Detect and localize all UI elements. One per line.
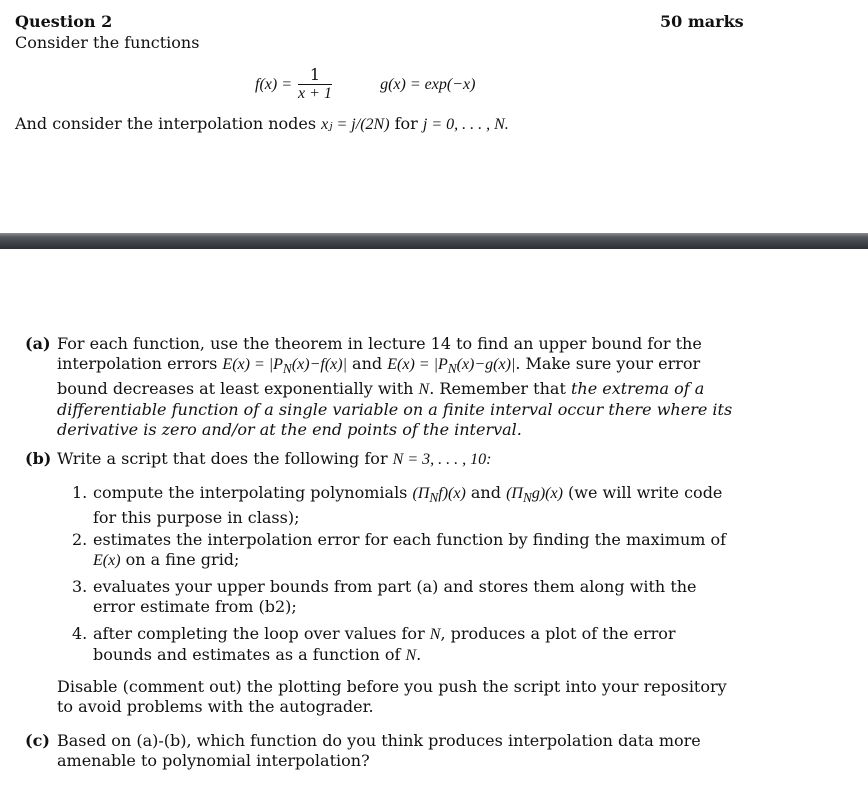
part-a-text-3: . Make sure your error bound decreases at least exponentially with bbox=[57, 354, 701, 399]
step-4-math-2: N bbox=[405, 647, 417, 664]
function-definitions bbox=[255, 66, 475, 103]
g-definition: g(x) = exp(−x) bbox=[380, 76, 476, 93]
nodes-for: for bbox=[389, 114, 423, 133]
f-denominator: x + 1 bbox=[298, 85, 332, 102]
part-c-text: Based on (a)-(b), which function do you think produces interpolation data more amenable to polynomial interpolation? bbox=[57, 731, 701, 770]
f-numerator: 1 bbox=[298, 66, 332, 85]
step-list-4 bbox=[72, 624, 736, 666]
part-a-math-3: N bbox=[418, 381, 430, 399]
part-a bbox=[25, 334, 737, 440]
nodes-formula: xⱼ = j/(2N) bbox=[321, 116, 390, 133]
part-c bbox=[25, 731, 737, 771]
part-a-sub-1: N bbox=[282, 361, 292, 377]
part-b-text: Write a script that does the following for bbox=[57, 449, 393, 468]
step-number: 1. bbox=[72, 483, 88, 502]
part-a-math-1b: (x)−f(x)| bbox=[291, 356, 347, 373]
part-a-text-1: For each function, use the theorem in lecture 14 to find an upper bound for the interpolation errors bbox=[57, 334, 702, 373]
f-fraction bbox=[298, 66, 332, 103]
part-a-label: (a) bbox=[25, 334, 51, 353]
step-4-math-1: N bbox=[429, 626, 441, 643]
part-a-italic: the extrema of a differentiable function of a single variable on a finite interval occur there where its derivative is zero and/or at the end points of the interval. bbox=[57, 379, 733, 440]
step-1 bbox=[72, 483, 736, 528]
f-definition-lhs: f(x) = bbox=[255, 76, 296, 93]
step-3-text-1: evaluates your upper bounds from part (a) and stores them along with the error estimate from (b2); bbox=[93, 577, 697, 616]
step-1-math-2: (Π bbox=[506, 485, 523, 502]
part-b-label: (b) bbox=[25, 449, 52, 468]
step-2-text-1: estimates the interpolation error for each function by finding the maximum of bbox=[93, 530, 727, 549]
step-list-1 bbox=[72, 483, 736, 528]
step-list-3 bbox=[72, 577, 736, 617]
step-4-text-1: after completing the loop over values for bbox=[93, 624, 430, 643]
step-4 bbox=[72, 624, 736, 666]
step-1-math-1b: f)(x) bbox=[438, 485, 466, 502]
intro-text: Consider the functions bbox=[15, 33, 200, 52]
step-2-text-2: on a fine grid; bbox=[120, 550, 240, 569]
part-b-math: N = 3, . . . , 10: bbox=[392, 451, 492, 468]
part-b-body bbox=[57, 449, 737, 470]
part-a-sub-2: N bbox=[447, 361, 457, 377]
nodes-range: j = 0, . . . , N. bbox=[422, 116, 509, 133]
step-1-sub-1: N bbox=[429, 490, 439, 506]
step-1-math-1: (Π bbox=[412, 485, 430, 502]
step-4-text-2: , produces a plot of the error bounds and estimates as a function of bbox=[93, 624, 676, 664]
nodes-text: And consider the interpolation nodes bbox=[15, 114, 322, 133]
part-a-math-2b: (x)−g(x)| bbox=[456, 356, 516, 373]
step-1-text-2: and bbox=[465, 483, 507, 502]
step-2 bbox=[72, 530, 736, 571]
step-2-math-1: E(x) bbox=[93, 552, 121, 569]
question-marks: 50 marks bbox=[660, 12, 744, 31]
step-list-2 bbox=[72, 530, 736, 571]
part-b bbox=[25, 449, 737, 470]
part-a-text-2: and bbox=[346, 354, 388, 373]
step-number: 2. bbox=[72, 530, 88, 549]
step-number: 3. bbox=[72, 577, 88, 596]
part-c-label: (c) bbox=[25, 731, 50, 750]
step-4-text-3: . bbox=[416, 645, 422, 664]
part-a-math-1: E(x) = |P bbox=[222, 356, 283, 373]
step-number: 4. bbox=[72, 624, 88, 643]
divider-bar bbox=[0, 233, 868, 249]
step-3 bbox=[72, 577, 736, 617]
nodes-sentence bbox=[15, 114, 509, 135]
part-a-body bbox=[57, 334, 737, 440]
part-a-math-2: E(x) = |P bbox=[387, 356, 448, 373]
step-1-math-2b: g)(x) bbox=[531, 485, 563, 502]
step-1-text-3: (we will write code for this purpose in class); bbox=[93, 483, 723, 528]
disable-note: Disable (comment out) the plotting before you push the script into your repository to avoid problems with the autograder. bbox=[57, 677, 727, 716]
step-1-text-1: compute the interpolating polynomials bbox=[93, 483, 413, 502]
step-1-sub-2: N bbox=[522, 490, 532, 506]
question-title: Question 2 bbox=[15, 12, 113, 31]
part-a-text-4: . Remember that bbox=[429, 379, 571, 399]
